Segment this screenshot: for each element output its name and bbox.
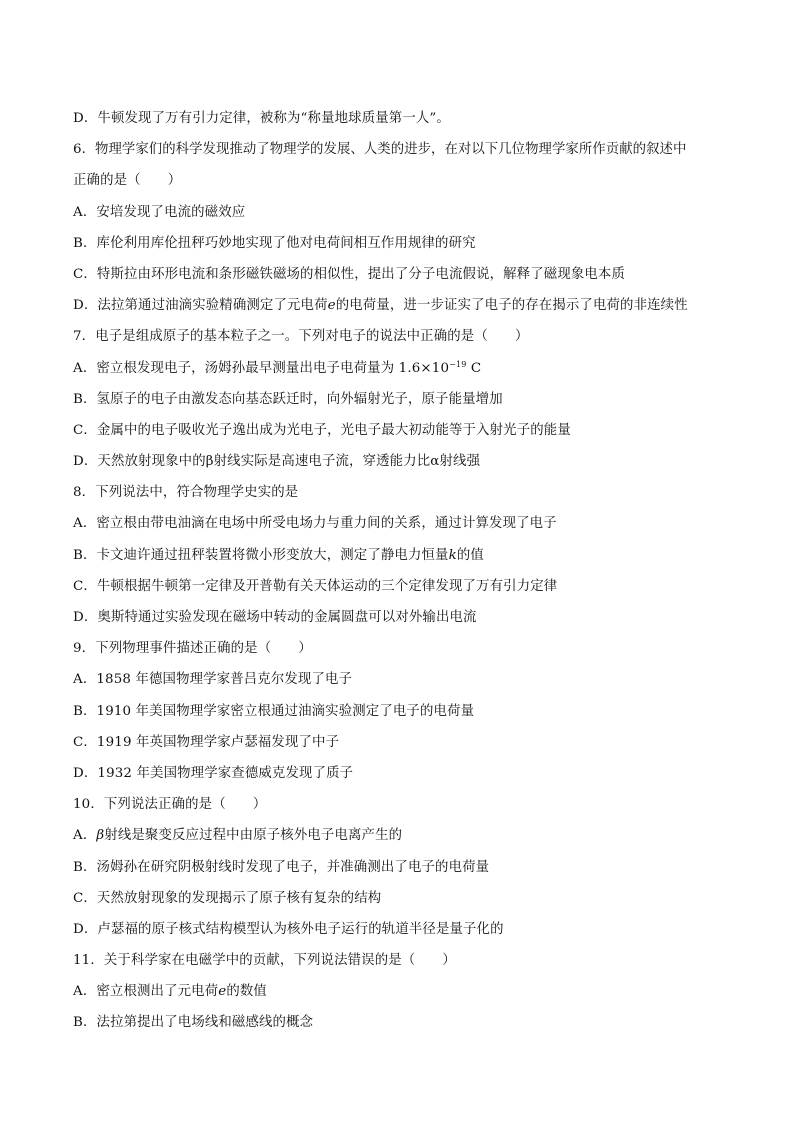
line-text: B．汤姆孙在研究阴极射线时发现了电子，并准确测出了电子的电荷量 [73,859,490,875]
line-text: A．密立根发现电子，汤姆孙最早测量出电子电荷量为 1.6×10 [73,360,450,376]
question-stem-continued [73,165,724,196]
question-stem [73,633,724,664]
option-text [73,353,724,384]
option-text [73,446,724,477]
line-text: C．1919 年英国物理学家卢瑟福发现了中子 [73,734,340,750]
option-text [73,197,724,228]
option-text [73,415,724,446]
option-text [73,508,724,539]
line-text: 6．物理学家们的科学发现推动了物理学的发展、人类的进步，在对以下几位物理学家所作贡献的叙述中 [73,142,687,158]
line-text: C．特斯拉由环形电流和条形磁铁磁场的相似性，提出了分子电流假说，解释了磁现象电本质 [73,266,626,282]
line-text: A．1858 年德国物理学家普吕克尔发现了电子 [73,672,353,688]
option-text [73,571,724,602]
option-text [73,852,724,883]
line-text: B．库伦利用库伦扭秤巧妙地实现了他对电荷间相互作用规律的研究 [73,235,476,251]
line-text: A．安培发现了电流的磁效应 [73,204,246,220]
line-text: 的值 [456,547,484,563]
option-text [73,883,724,914]
line-text: B．氢原子的电子由激发态向基态跃迁时，向外辐射光子，原子能量增加 [73,391,503,407]
line-text: 的电荷量，进一步证实了电子的存在揭示了电荷的非连续性 [335,298,688,314]
line-text: D．奥斯特通过实验发现在磁场中转动的金属圆盘可以对外输出电流 [73,610,477,625]
option-text [73,758,724,789]
line-text: D．天然放射现象中的β射线实际是高速电子流，穿透能力比α射线强 [73,454,481,470]
line-text: 8．下列说法中，符合物理学史实的是 [73,485,299,501]
option-text [73,103,724,134]
line-text: B．1910 年美国物理学家密立根通过油滴实验测定了电子的电荷量 [73,703,475,719]
exponent: −19 [449,359,467,369]
line-text: D．牛顿发现了万有引力定律，被称为“称量地球质量第一人”。 [73,111,450,126]
line-text: D．1932 年美国物理学家查德威克发现了质子 [73,765,354,781]
line-text: A．密立根由带电油滴在电场中所受电场力与重力间的关系，通过计算发现了电子 [73,516,557,532]
math-symbol: β [96,828,105,844]
option-text [73,696,724,727]
question-stem [73,134,724,165]
math-symbol: k [448,547,457,563]
line-text: B．卡文迪许通过扭秤装置将微小形变放大，测定了静电力恒量 [73,547,449,563]
question-stem [73,945,724,976]
line-text: C [466,360,482,376]
option-text [73,820,724,851]
question-stem [73,789,724,820]
option-text [73,602,724,633]
option-text [73,228,724,259]
option-text [73,1007,724,1038]
line-text: D．卢瑟福的原子核式结构模型认为核外电子运行的轨道半径是量子化的 [73,921,504,937]
option-text [73,259,724,290]
option-text [73,976,724,1007]
question-stem [73,321,724,352]
line-text: B．法拉第提出了电场线和磁感线的概念 [73,1015,314,1031]
line-text: 射线是聚变反应过程中由原子核外电子电离产生的 [104,828,403,844]
option-text [73,664,724,695]
line-text: C．金属中的电子吸收光子逸出成为光电子，光电子最大初动能等于入射光子的能量 [73,422,571,438]
line-text: 9．下列物理事件描述正确的是（ ） [73,641,312,657]
line-text: A． [73,828,97,844]
line-text: C．牛顿根据牛顿第一定律及开普勒有关天体运动的三个定律发现了万有引力定律 [73,578,558,594]
line-text: 正确的是（ ） [73,173,182,189]
line-text: D．法拉第通过油滴实验精确测定了元电荷 [73,298,328,314]
math-symbol: e [218,984,227,1000]
question-stem [73,477,724,508]
line-text: 7．电子是组成原子的基本粒子之一。下列对电子的说法中正确的是（ ） [73,329,529,345]
option-text [73,914,724,945]
option-text [73,540,724,571]
option-text [73,384,724,415]
line-text: C．天然放射现象的发现揭示了原子核有复杂的结构 [73,890,382,906]
line-text: 10．下列说法正确的是（ ） [73,797,267,813]
line-text: 的数值 [226,984,267,1000]
option-text [73,727,724,758]
line-text: A．密立根测出了元电荷 [73,984,219,1000]
option-text [73,290,724,321]
math-symbol: e [327,298,336,314]
line-text: 11．关于科学家在电磁学中的贡献，下列说法错误的是（ ） [73,953,456,969]
